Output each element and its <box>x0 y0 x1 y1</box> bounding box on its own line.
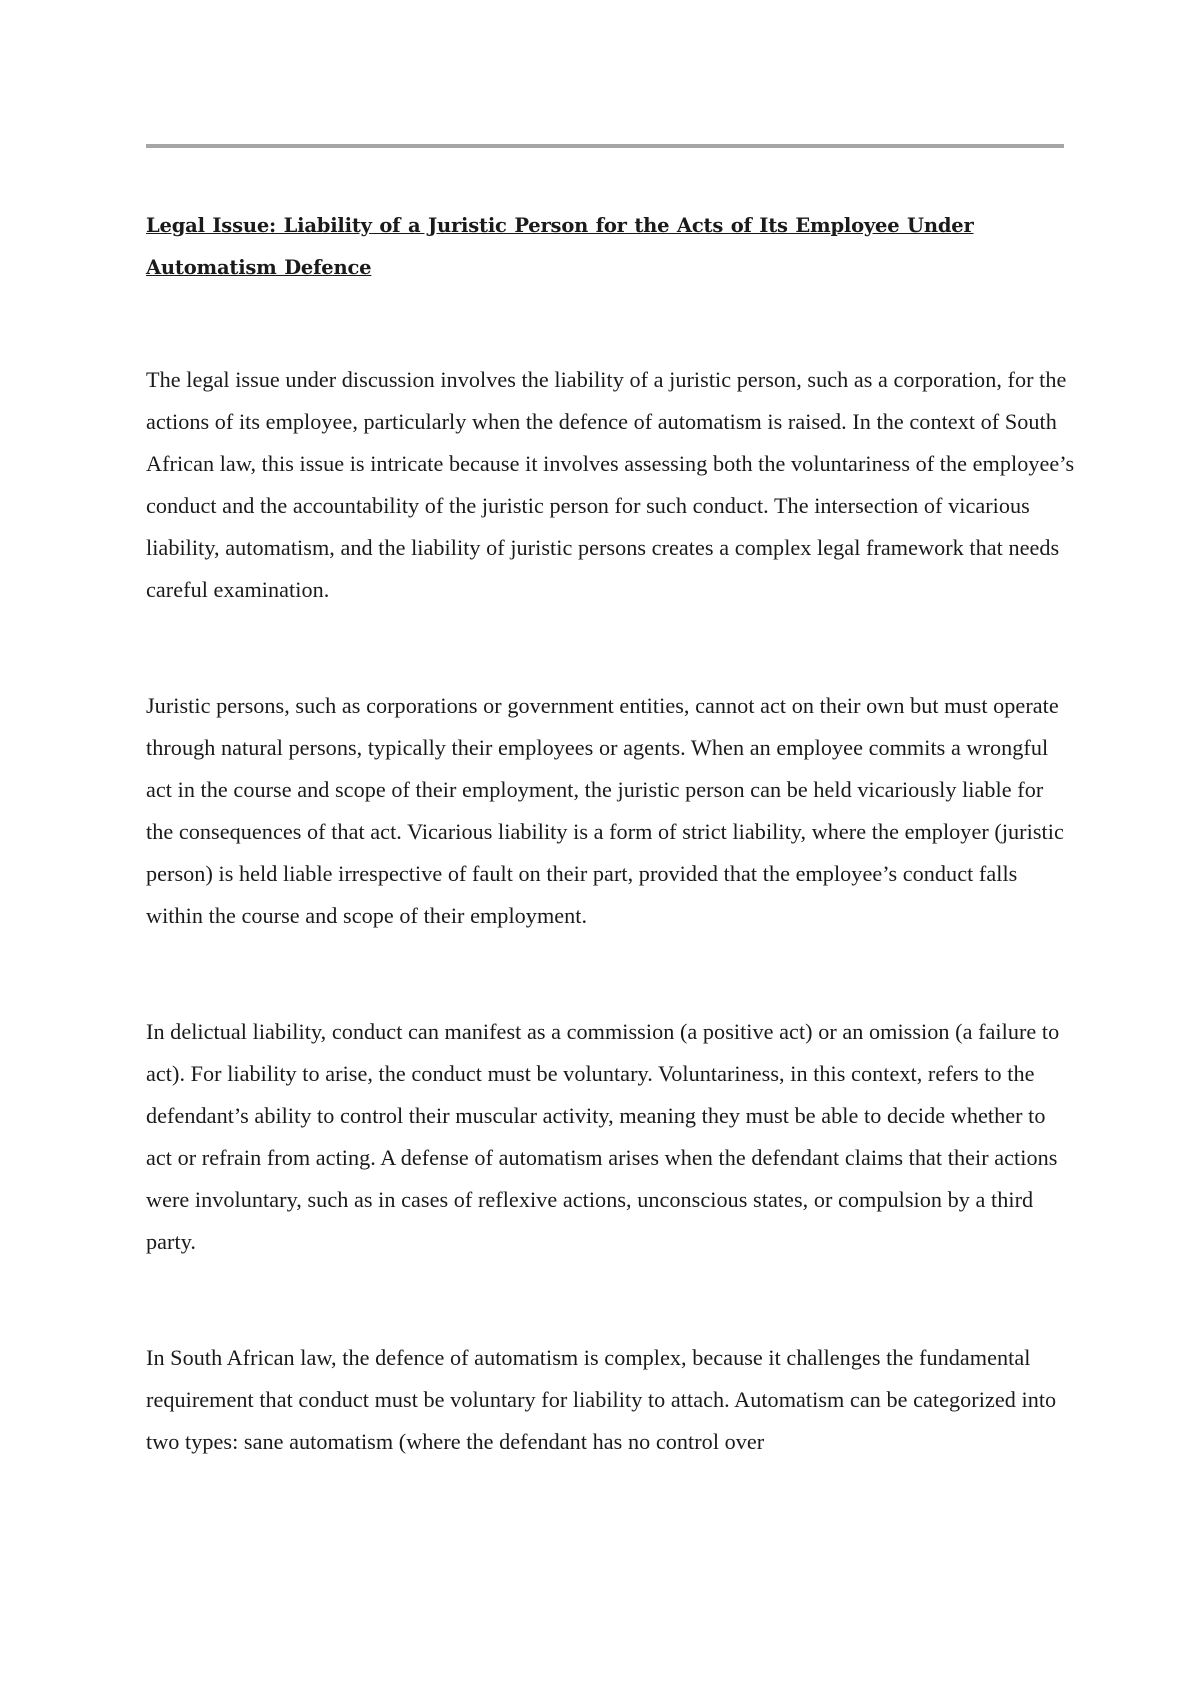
paragraph-juristic-persons: Juristic persons, such as corporations or government entities, cannot act on their own but must operate through natural persons, typically their employees or agents. When an employee commits a wrongful act in the course and scope of their employment, the juristic person can be held vicariously liable for the consequences of that act. Vicarious liability is a form of strict liability, where the employer (juristic person) is held liable irrespective of fault on their part, provided that the employee’s conduct falls within the course and scope of their employment. <box>146 693 1064 928</box>
document-body <box>146 205 1076 1537</box>
paragraph-delictual-liability: In delictual liability, conduct can manifest as a commission (a positive act) or an omission (a failure to act). For liability to arise, the conduct must be voluntary. Voluntariness, in this context, refers to the defendant’s ability to control their muscular activity, meaning they must be able to decide whether to act or refrain from acting. A defense of automatism arises when the defendant claims that their actions were involuntary, such as in cases of reflexive actions, unconscious states, or compulsion by a third party. <box>146 1019 1060 1254</box>
paragraph-intro: The legal issue under discussion involves the liability of a juristic person, such as a corporation, for the actions of its employee, particularly when the defence of automatism is raised. In the context of South African law, this issue is intricate because it involves assessing both the voluntariness of the employee’s conduct and the accountability of the juristic person for such conduct. The intersection of vicarious liability, automatism, and the liability of juristic persons creates a complex legal framework that needs careful examination. <box>146 367 1075 602</box>
document-title: Legal Issue: Liability of a Juristic Person for the Acts of Its Employee Under Automatism Defence <box>146 214 974 279</box>
paragraph-automatism-defence: In South African law, the defence of automatism is complex, because it challenges the fundamental requirement that conduct must be voluntary for liability to attach. Automatism can be categorized into two types: sane automatism (where the defendant has no control over <box>146 1345 1057 1454</box>
horizontal-rule <box>146 144 1064 148</box>
